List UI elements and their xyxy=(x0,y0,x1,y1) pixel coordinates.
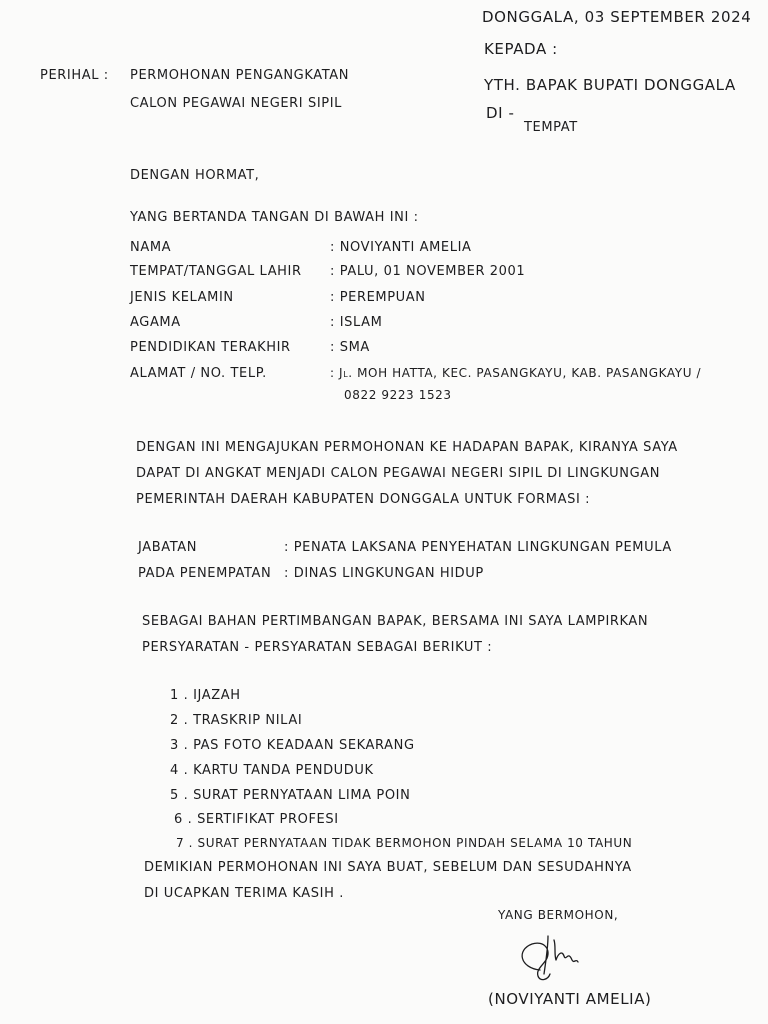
closing-line: DEMIKIAN PERMOHONAN INI SAYA BUAT, SEBELUM DAN SESUDAHNYA xyxy=(144,860,632,875)
identity-label: JENIS KELAMIN xyxy=(130,290,234,305)
kepada-label: KEPADA : xyxy=(484,40,558,58)
di-label: DI - xyxy=(486,104,515,122)
identity-value: : Jl. MOH HATTA, KEC. PASANGKAYU, KAB. PASANGKAYU / xyxy=(330,366,702,380)
identity-label: ALAMAT / NO. TELP. xyxy=(130,366,267,381)
identity-value: : PALU, 01 NOVEMBER 2001 xyxy=(330,264,526,279)
identity-value: : SMA xyxy=(330,340,370,355)
list-item: 3 . PAS FOTO KEADAAN SEKARANG xyxy=(170,738,415,753)
list-item: 1 . IJAZAH xyxy=(170,688,241,703)
tempat-label: TEMPAT xyxy=(524,120,578,135)
identity-label: PENDIDIKAN TERAKHIR xyxy=(130,340,291,355)
identity-value: : NOVIYANTI AMELIA xyxy=(330,240,472,255)
position-label: JABATAN xyxy=(138,540,198,555)
place-date: DONGGALA, 03 SEPTEMBER 2024 xyxy=(482,8,752,26)
phone-number: 0822 9223 1523 xyxy=(344,388,452,402)
list-item: 5 . SURAT PERNYATAAN LIMA POIN xyxy=(170,788,411,803)
identity-value: : PEREMPUAN xyxy=(330,290,426,305)
subject-line-2: CALON PEGAWAI NEGERI SIPIL xyxy=(130,96,342,111)
paragraph-line: PEMERINTAH DAERAH KABUPATEN DONGGALA UNTUK FORMASI : xyxy=(136,492,591,507)
subject-line-1: PERMOHONAN PENGANGKATAN xyxy=(130,68,350,83)
position-label: PADA PENEMPATAN xyxy=(138,566,272,581)
identity-label: TEMPAT/TANGGAL LAHIR xyxy=(130,264,302,279)
paragraph-line: PERSYARATAN - PERSYARATAN SEBAGAI BERIKUT : xyxy=(142,640,493,655)
subject-label: PERIHAL : xyxy=(40,68,109,83)
signoff: YANG BERMOHON, xyxy=(498,908,619,922)
position-value: : PENATA LAKSANA PENYEHATAN LINGKUNGAN PEMULA xyxy=(284,540,672,555)
addressee: YTH. BAPAK BUPATI DONGGALA xyxy=(484,76,736,94)
list-item: 6 . SERTIFIKAT PROFESI xyxy=(174,812,339,827)
identity-label: NAMA xyxy=(130,240,172,255)
signer-name: (NOVIYANTI AMELIA) xyxy=(488,990,652,1008)
paragraph-line: SEBAGAI BAHAN PERTIMBANGAN BAPAK, BERSAMA INI SAYA LAMPIRKAN xyxy=(142,614,649,629)
intro-text: YANG BERTANDA TANGAN DI BAWAH INI : xyxy=(130,210,419,225)
list-item: 2 . TRASKRIP NILAI xyxy=(170,713,303,728)
identity-value: : ISLAM xyxy=(330,315,383,330)
position-value: : DINAS LINGKUNGAN HIDUP xyxy=(284,566,484,581)
identity-label: AGAMA xyxy=(130,315,181,330)
closing-line: DI UCAPKAN TERIMA KASIH . xyxy=(144,886,344,901)
list-item: 4 . KARTU TANDA PENDUDUK xyxy=(170,763,374,778)
greeting: DENGAN HORMAT, xyxy=(130,168,260,183)
list-item: 7 . SURAT PERNYATAAN TIDAK BERMOHON PINDAH SELAMA 10 TAHUN xyxy=(176,836,633,850)
paragraph-line: DENGAN INI MENGAJUKAN PERMOHONAN KE HADAPAN BAPAK, KIRANYA SAYA xyxy=(136,440,678,455)
signature-image xyxy=(510,930,582,990)
paragraph-line: DAPAT DI ANGKAT MENJADI CALON PEGAWAI NEGERI SIPIL DI LINGKUNGAN xyxy=(136,466,661,481)
